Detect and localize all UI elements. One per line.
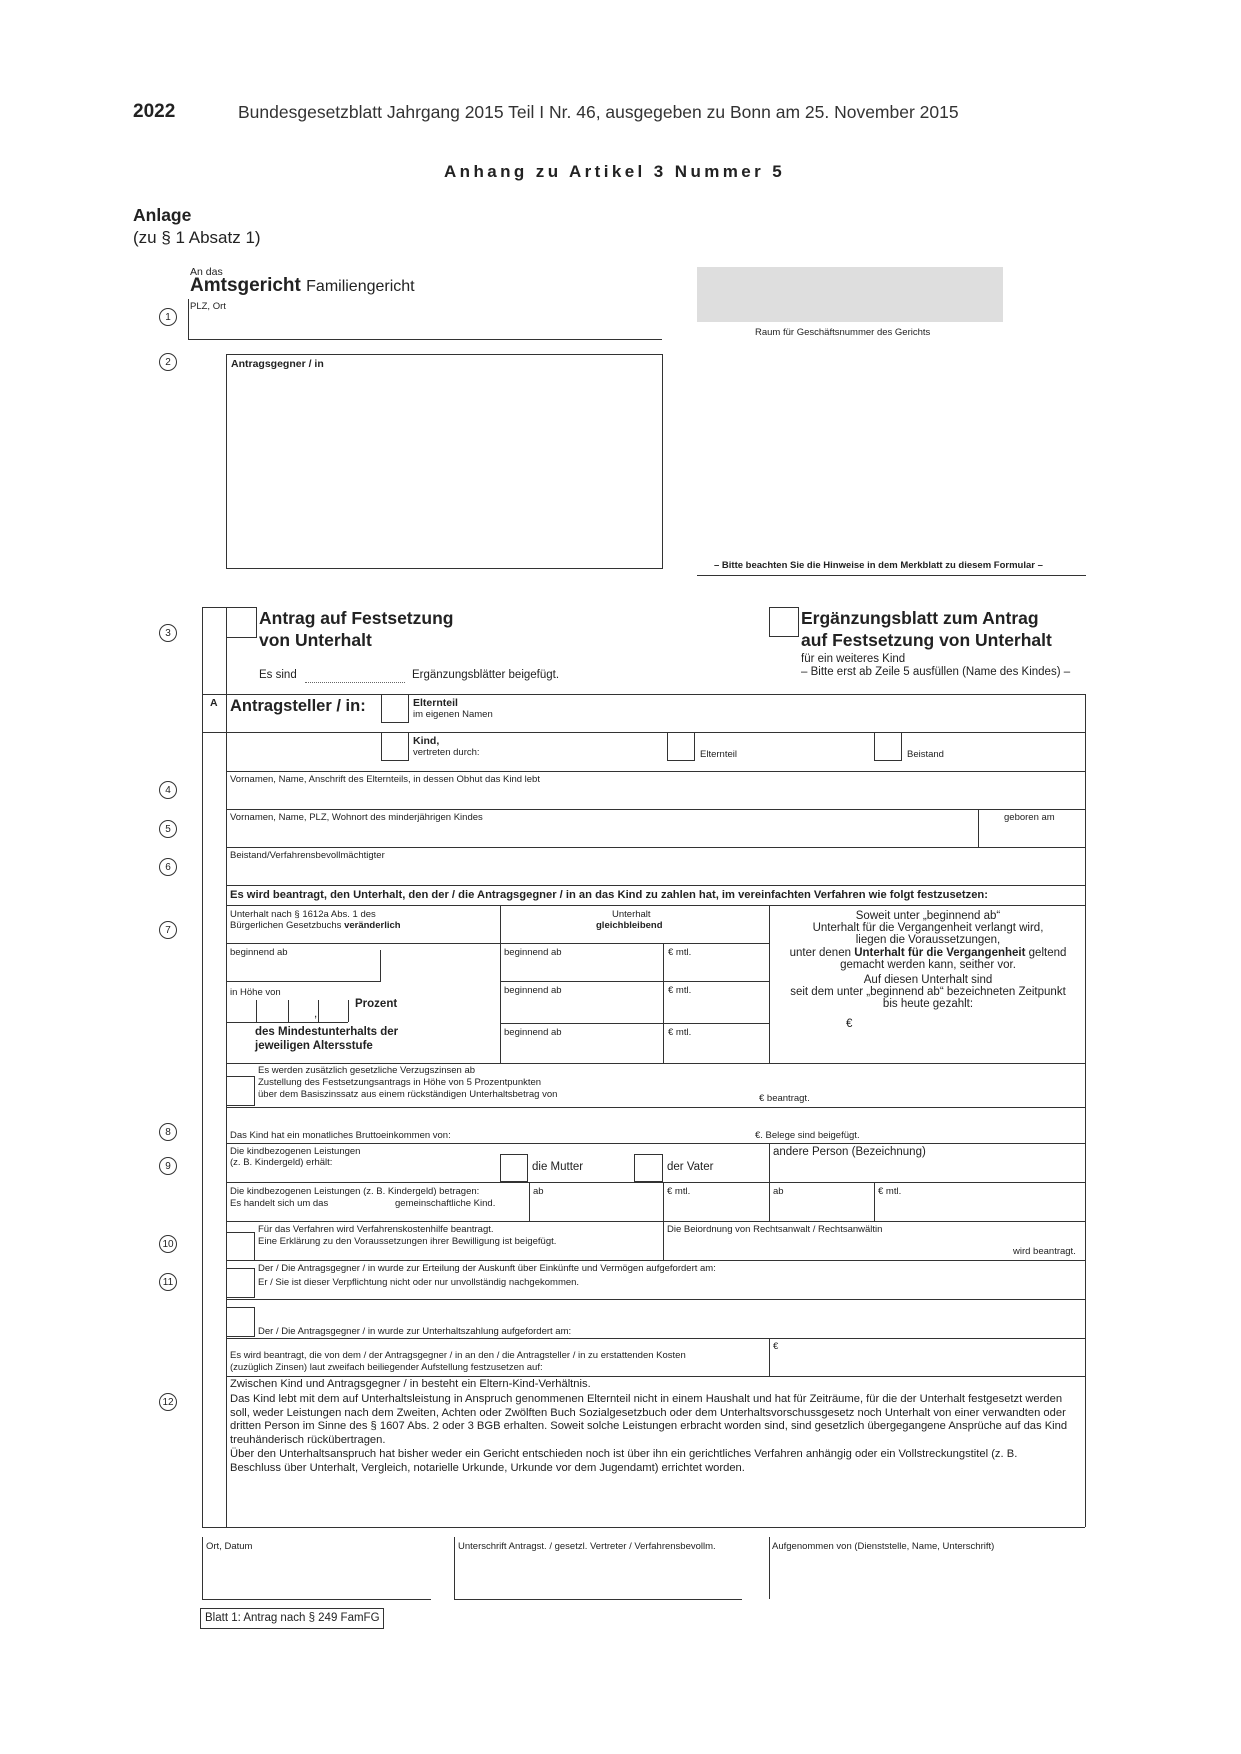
var-line1: Unterhalt nach § 1612a Abs. 1 des (230, 909, 376, 920)
respondent-label: Antragsgegner / in (231, 358, 324, 370)
unterschrift-field[interactable] (454, 1599, 742, 1600)
kind-checkbox[interactable] (381, 732, 409, 761)
row8-label: Das Kind hat ein monatliches Bruttoeinkommen von: (230, 1130, 451, 1141)
interest-line1: Es werden zusätzlich gesetzliche Verzugszinsen ab (258, 1065, 476, 1076)
leistung-betrag-2[interactable]: € mtl. (878, 1186, 902, 1197)
es-sind-label: Es sind (259, 669, 297, 681)
row12-p3: Über den Unterhaltsanspruch hat bisher weder ein Gericht entschieden noch ist über ihn ein gerichtliches Verfahren anhängig oder ein Vollstreckungstitel (z. B. Beschluss über Unterhalt, Vergleich, notarielle Urkunde, Urkunde vor dem Jugendamt) errichtet worden. (230, 1448, 1018, 1474)
anlage-subtitle: (zu § 1 Absatz 1) (133, 228, 261, 247)
request-heading: Es wird beantragt, den Unterhalt, den der / die Antragsgegner / in an das Kind zu zahlen hat, im vereinfachten Verfahren wie folgt festzusetzen: (230, 889, 988, 901)
prozent-label: Prozent (355, 998, 398, 1010)
mindest-line1: des Mindestunterhalts der (255, 1026, 399, 1038)
antragsteller-label: Antragsteller / in: (230, 697, 366, 715)
right-line-4-pre: unter denen (789, 946, 855, 959)
marker-11: 11 (159, 1273, 177, 1291)
section-a-letter: A (210, 697, 218, 709)
var-line2 (230, 920, 401, 931)
elternteil-checkbox[interactable] (381, 694, 409, 723)
var-line2-bold: veränderlich (344, 920, 401, 931)
geboren-am-label: geboren am (1004, 812, 1055, 823)
case-number-area (697, 267, 1003, 322)
var-beginnend-field[interactable] (380, 950, 381, 981)
bitte-zeile5-text: – Bitte erst ab Zeile 5 ausfüllen (Name des Kindes) – (801, 666, 1071, 678)
right-line-1: Soweit unter „beginnend ab“ (855, 910, 1001, 922)
row9-line1: Die kindbezogenen Leistungen (230, 1146, 361, 1157)
aufgenommen-field[interactable] (769, 1537, 770, 1599)
right-line-4-bold: Unterhalt für die Vergangenheit (854, 946, 1026, 959)
row9-line2: (z. B. Kindergeld) erhält: (230, 1157, 333, 1168)
row11-line2: Er / Sie ist dieser Verpflichtung nicht oder nur unvollständig nachgekommen. (258, 1277, 580, 1288)
marker-1: 1 (159, 308, 177, 326)
right-line-2: Unterhalt für die Vergangenheit verlangt wird, (812, 922, 1044, 935)
amtsgericht-label: Amtsgericht (190, 275, 301, 296)
antrag-title-line1: Antrag auf Festsetzung (259, 608, 454, 628)
gazette-title: Bundesgesetzblatt Jahrgang 2015 Teil I Nr. 46, ausgegeben zu Bonn am 25. November 2015 (238, 102, 959, 122)
row11-line3: Der / Die Antragsgegner / in wurde zur Unterhaltszahlung aufgefordert am: (258, 1326, 572, 1337)
elternteil-label: Elternteil (413, 697, 458, 709)
row6-label: Beistand/Verfahrensbevollmächtigter (230, 850, 385, 861)
antrag-checkbox[interactable] (226, 607, 257, 638)
kind-label: Kind, (413, 735, 440, 747)
interest-checkbox[interactable] (226, 1076, 255, 1106)
kosten-line2: (zuzüglich Zinsen) laut zweifach beiliegender Aufstellung festzusetzen auf: (230, 1362, 543, 1373)
vkh-checkbox[interactable] (226, 1232, 255, 1261)
beigefuegt-label: Ergänzungsblätter beigefügt. (412, 669, 560, 681)
row10-line2: Eine Erklärung zu den Voraussetzungen ihrer Bewilligung ist beigefügt. (258, 1236, 557, 1247)
marker-12: 12 (159, 1393, 177, 1411)
marker-9: 9 (159, 1157, 177, 1175)
gleich-line1: Unterhalt (612, 909, 651, 920)
right-line-3: liegen die Voraussetzungen, (855, 934, 1001, 947)
leistung-ab-1[interactable]: ab (533, 1186, 544, 1197)
vergangenheit-text (772, 910, 1084, 1011)
marker-10: 10 (159, 1235, 177, 1253)
marker-8: 8 (159, 1123, 177, 1141)
mutter-label: die Mutter (532, 1161, 584, 1173)
plz-ort-label: PLZ, Ort (190, 301, 226, 312)
zahlung-checkbox[interactable] (226, 1307, 255, 1337)
court-heading (190, 275, 415, 297)
row10-line1: Für das Verfahren wird Verfahrenskostenhilfe beantragt. (258, 1224, 494, 1235)
annex-title: Anhang zu Artikel 3 Nummer 5 (444, 162, 786, 181)
row12-p2: Das Kind lebt mit dem auf Unterhaltsleistung in Anspruch genommenen Elternteil nicht in einem Haushalt und hat für Zeiträume, für die der Unterhalt festgesetzt werden soll, weder Leistungen nach dem Zweiten, Achten oder Zwölften Buch Sozialgesetzbuch oder dem Unterhaltsvorschussgesetz noch Unterhalt von einer verwandten oder dritten Person im Sinne des § 1607 Abs. 2 oder 3 BGB erhalten. Soweit solche Leistungen erbracht worden sind, sind gesetzlich übergegangene Ansprüche auf das Kind treuhänderisch rückübertragen. (230, 1393, 1068, 1446)
betragen-label: Die kindbezogenen Leistungen (z. B. Kindergeld) betragen: (230, 1186, 480, 1197)
gleich-line2: gleichbleibend (596, 920, 663, 931)
marker-7: 7 (159, 921, 177, 939)
vater-checkbox[interactable] (634, 1154, 663, 1182)
gleich-betrag-2[interactable]: € mtl. (668, 985, 692, 996)
handelt-label: Es handelt sich um das (230, 1198, 329, 1209)
familiengericht-label: Familiengericht (306, 278, 415, 295)
marker-6: 6 (159, 858, 177, 876)
in-hoehe-label: in Höhe von (230, 987, 281, 998)
antrag-title-line2: von Unterhalt (259, 630, 372, 650)
plz-ort-field[interactable] (188, 339, 662, 340)
auskunft-checkbox[interactable] (226, 1268, 255, 1298)
interest-beantragt[interactable]: € beantragt. (759, 1093, 810, 1104)
andere-person-label[interactable]: andere Person (Bezeichnung) (773, 1146, 926, 1158)
var-line2-pre: Bürgerlichen Gesetzbuchs (230, 920, 345, 931)
right-line-5: gemacht werden kann, seither vor. (840, 958, 1016, 971)
right-line-7: seit dem unter „beginnend ab“ bezeichneten Zeitpunkt (790, 986, 1066, 999)
ort-datum-field[interactable] (202, 1599, 431, 1600)
respondent-box[interactable] (226, 354, 663, 569)
right-line-6: Auf diesen Unterhalt sind (863, 974, 993, 987)
hint-text: – Bitte beachten Sie die Hinweise in dem Merkblatt zu diesem Formular – (714, 560, 1043, 571)
interest-line2: Zustellung des Festsetzungsantrags in Höhe von 5 Prozentpunkten (258, 1077, 542, 1088)
ort-datum-label: Ort, Datum (206, 1541, 253, 1552)
leistung-betrag-1[interactable]: € mtl. (667, 1186, 691, 1197)
var-beginnend-label: beginnend ab (230, 947, 288, 958)
kosten-line1: Es wird beantragt, die von dem / der Antragsgegner / in an den / die Antragsteller / in zu erstattenden Kosten (230, 1350, 686, 1361)
an-das-label: An das (190, 266, 223, 278)
vater-label: der Vater (667, 1161, 714, 1173)
gleich-beginnend-1[interactable]: beginnend ab (504, 947, 562, 958)
row12-p1: Zwischen Kind und Antragsgegner / in besteht ein Eltern-Kind-Verhältnis. (230, 1378, 591, 1390)
case-number-label: Raum für Geschäftsnummer des Gerichts (755, 327, 931, 338)
gleich-beginnend-3[interactable]: beginnend ab (504, 1027, 562, 1038)
paid-amount-field[interactable]: € (846, 1018, 853, 1030)
leistung-ab-2[interactable]: ab (773, 1186, 784, 1197)
eigenen-namen-label: im eigenen Namen (413, 709, 493, 720)
right-line-8: bis heute gezahlt: (882, 998, 974, 1011)
kosten-betrag-field[interactable]: € (773, 1341, 779, 1352)
ergaenzung-checkbox[interactable] (769, 607, 799, 637)
interest-line3: über dem Basiszinssatz aus einem rückständigen Unterhaltsbetrag von (258, 1089, 558, 1100)
gleich-betrag-3[interactable]: € mtl. (668, 1027, 692, 1038)
page-number: 2022 (133, 101, 176, 122)
marker-5: 5 (159, 820, 177, 838)
wird-beantragt-label: wird beantragt. (1013, 1246, 1076, 1257)
beiordnung-label[interactable]: Die Beiordnung von Rechtsanwalt / Rechtsanwältin (667, 1224, 883, 1235)
gleich-beginnend-2[interactable]: beginnend ab (504, 985, 562, 996)
vertreten-elternteil-label: Elternteil (700, 749, 737, 760)
gleich-betrag-1[interactable]: € mtl. (668, 947, 692, 958)
row8-belege[interactable]: €. Belege sind beigefügt. (755, 1130, 860, 1141)
row5-label: Vornamen, Name, PLZ, Wohnort des minderjährigen Kindes (230, 812, 483, 823)
gemeinsam-label: gemeinschaftliche Kind. (395, 1198, 496, 1209)
marker-2: 2 (159, 353, 177, 371)
prozent-field[interactable] (226, 1000, 348, 1023)
marker-3: 3 (159, 624, 177, 642)
anlage-title: Anlage (133, 205, 192, 225)
aufgenommen-label: Aufgenommen von (Dienststelle, Name, Unterschrift) (772, 1541, 995, 1552)
weiteres-kind-text: für ein weiteres Kind (801, 653, 906, 665)
footer-label: Blatt 1: Antrag nach § 249 FamFG (205, 1612, 380, 1624)
vertreten-beistand-label: Beistand (907, 749, 944, 760)
vertreten-beistand-checkbox[interactable] (874, 732, 902, 761)
mutter-checkbox[interactable] (500, 1154, 528, 1182)
vertreten-elternteil-checkbox[interactable] (667, 732, 695, 761)
mindest-line2: jeweiligen Altersstufe (255, 1040, 373, 1052)
marker-4: 4 (159, 781, 177, 799)
vertreten-label: vertreten durch: (413, 747, 480, 758)
right-line-4 (772, 947, 1084, 959)
unterschrift-label: Unterschrift Antragst. / gesetzl. Vertreter / Verfahrensbevollm. (458, 1541, 716, 1552)
ergaenzung-title-line1: Ergänzungsblatt zum Antrag (801, 608, 1039, 628)
row11-line1: Der / Die Antragsgegner / in wurde zur Erteilung der Auskunft über Einkünfte und Vermögen aufgefordert am: (258, 1263, 716, 1274)
right-line-4-post: geltend (1025, 946, 1067, 959)
ergaenzung-title-line2: auf Festsetzung von Unterhalt (801, 630, 1052, 650)
row4-label: Vornamen, Name, Anschrift des Elternteils, in dessen Obhut das Kind lebt (230, 774, 540, 785)
ergaenzung-count-field[interactable] (305, 682, 405, 683)
